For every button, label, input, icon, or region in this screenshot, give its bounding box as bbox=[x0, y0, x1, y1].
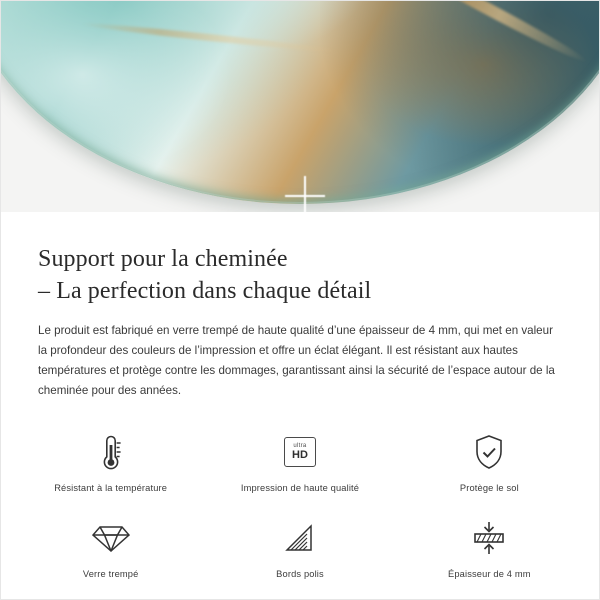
marble-artwork bbox=[0, 0, 600, 204]
dark-wash bbox=[320, 0, 600, 204]
ultra-hd-icon bbox=[284, 429, 316, 475]
feature-label: Protège le sol bbox=[459, 483, 519, 494]
diamond-icon bbox=[91, 515, 131, 561]
feature-item-thickness bbox=[395, 509, 584, 589]
feature-item-print-quality bbox=[205, 423, 394, 503]
ultra-hd-badge-top: ultra bbox=[293, 443, 307, 450]
feature-label: Bords polis bbox=[276, 569, 324, 580]
feature-item-tempered-glass bbox=[16, 509, 205, 589]
page-title bbox=[38, 244, 562, 307]
body-paragraph: Le produit est fabriqué en verre trempé de haute qualité d’une épaisseur de 4 mm, qui met en valeur la profondeur des couleurs de l’impression et offre un éclat élégant. Il est résistant aux hautes températures et protège contre les dommages, garantissant ainsi la sécurité de l’espace autour de la cheminée pour des années. bbox=[38, 324, 555, 398]
feature-label: Verre trempé bbox=[82, 569, 139, 580]
feature-item-polished-edges bbox=[205, 509, 394, 589]
feature-label: Résistant à la température bbox=[54, 483, 168, 494]
thickness-arrows-icon bbox=[469, 515, 509, 561]
teal-wash bbox=[0, 0, 340, 184]
feature-label: Impression de haute qualité bbox=[240, 483, 360, 494]
headline-line-2: – La perfection dans chaque détail bbox=[38, 277, 372, 304]
text-content bbox=[0, 212, 600, 401]
feature-grid bbox=[0, 423, 600, 589]
feature-item-temperature bbox=[16, 423, 205, 503]
shield-check-icon bbox=[472, 429, 506, 475]
glass-disc-product-image bbox=[0, 0, 600, 204]
ultra-hd-badge-main: HD bbox=[292, 449, 308, 462]
thermometer-icon bbox=[94, 429, 128, 475]
feature-item-floor-protection bbox=[395, 423, 584, 503]
feature-label: Épaisseur de 4 mm bbox=[448, 569, 531, 580]
polished-edges-icon bbox=[281, 515, 319, 561]
headline-line-1: Support pour la cheminée bbox=[38, 246, 288, 272]
hero-image bbox=[0, 0, 600, 212]
